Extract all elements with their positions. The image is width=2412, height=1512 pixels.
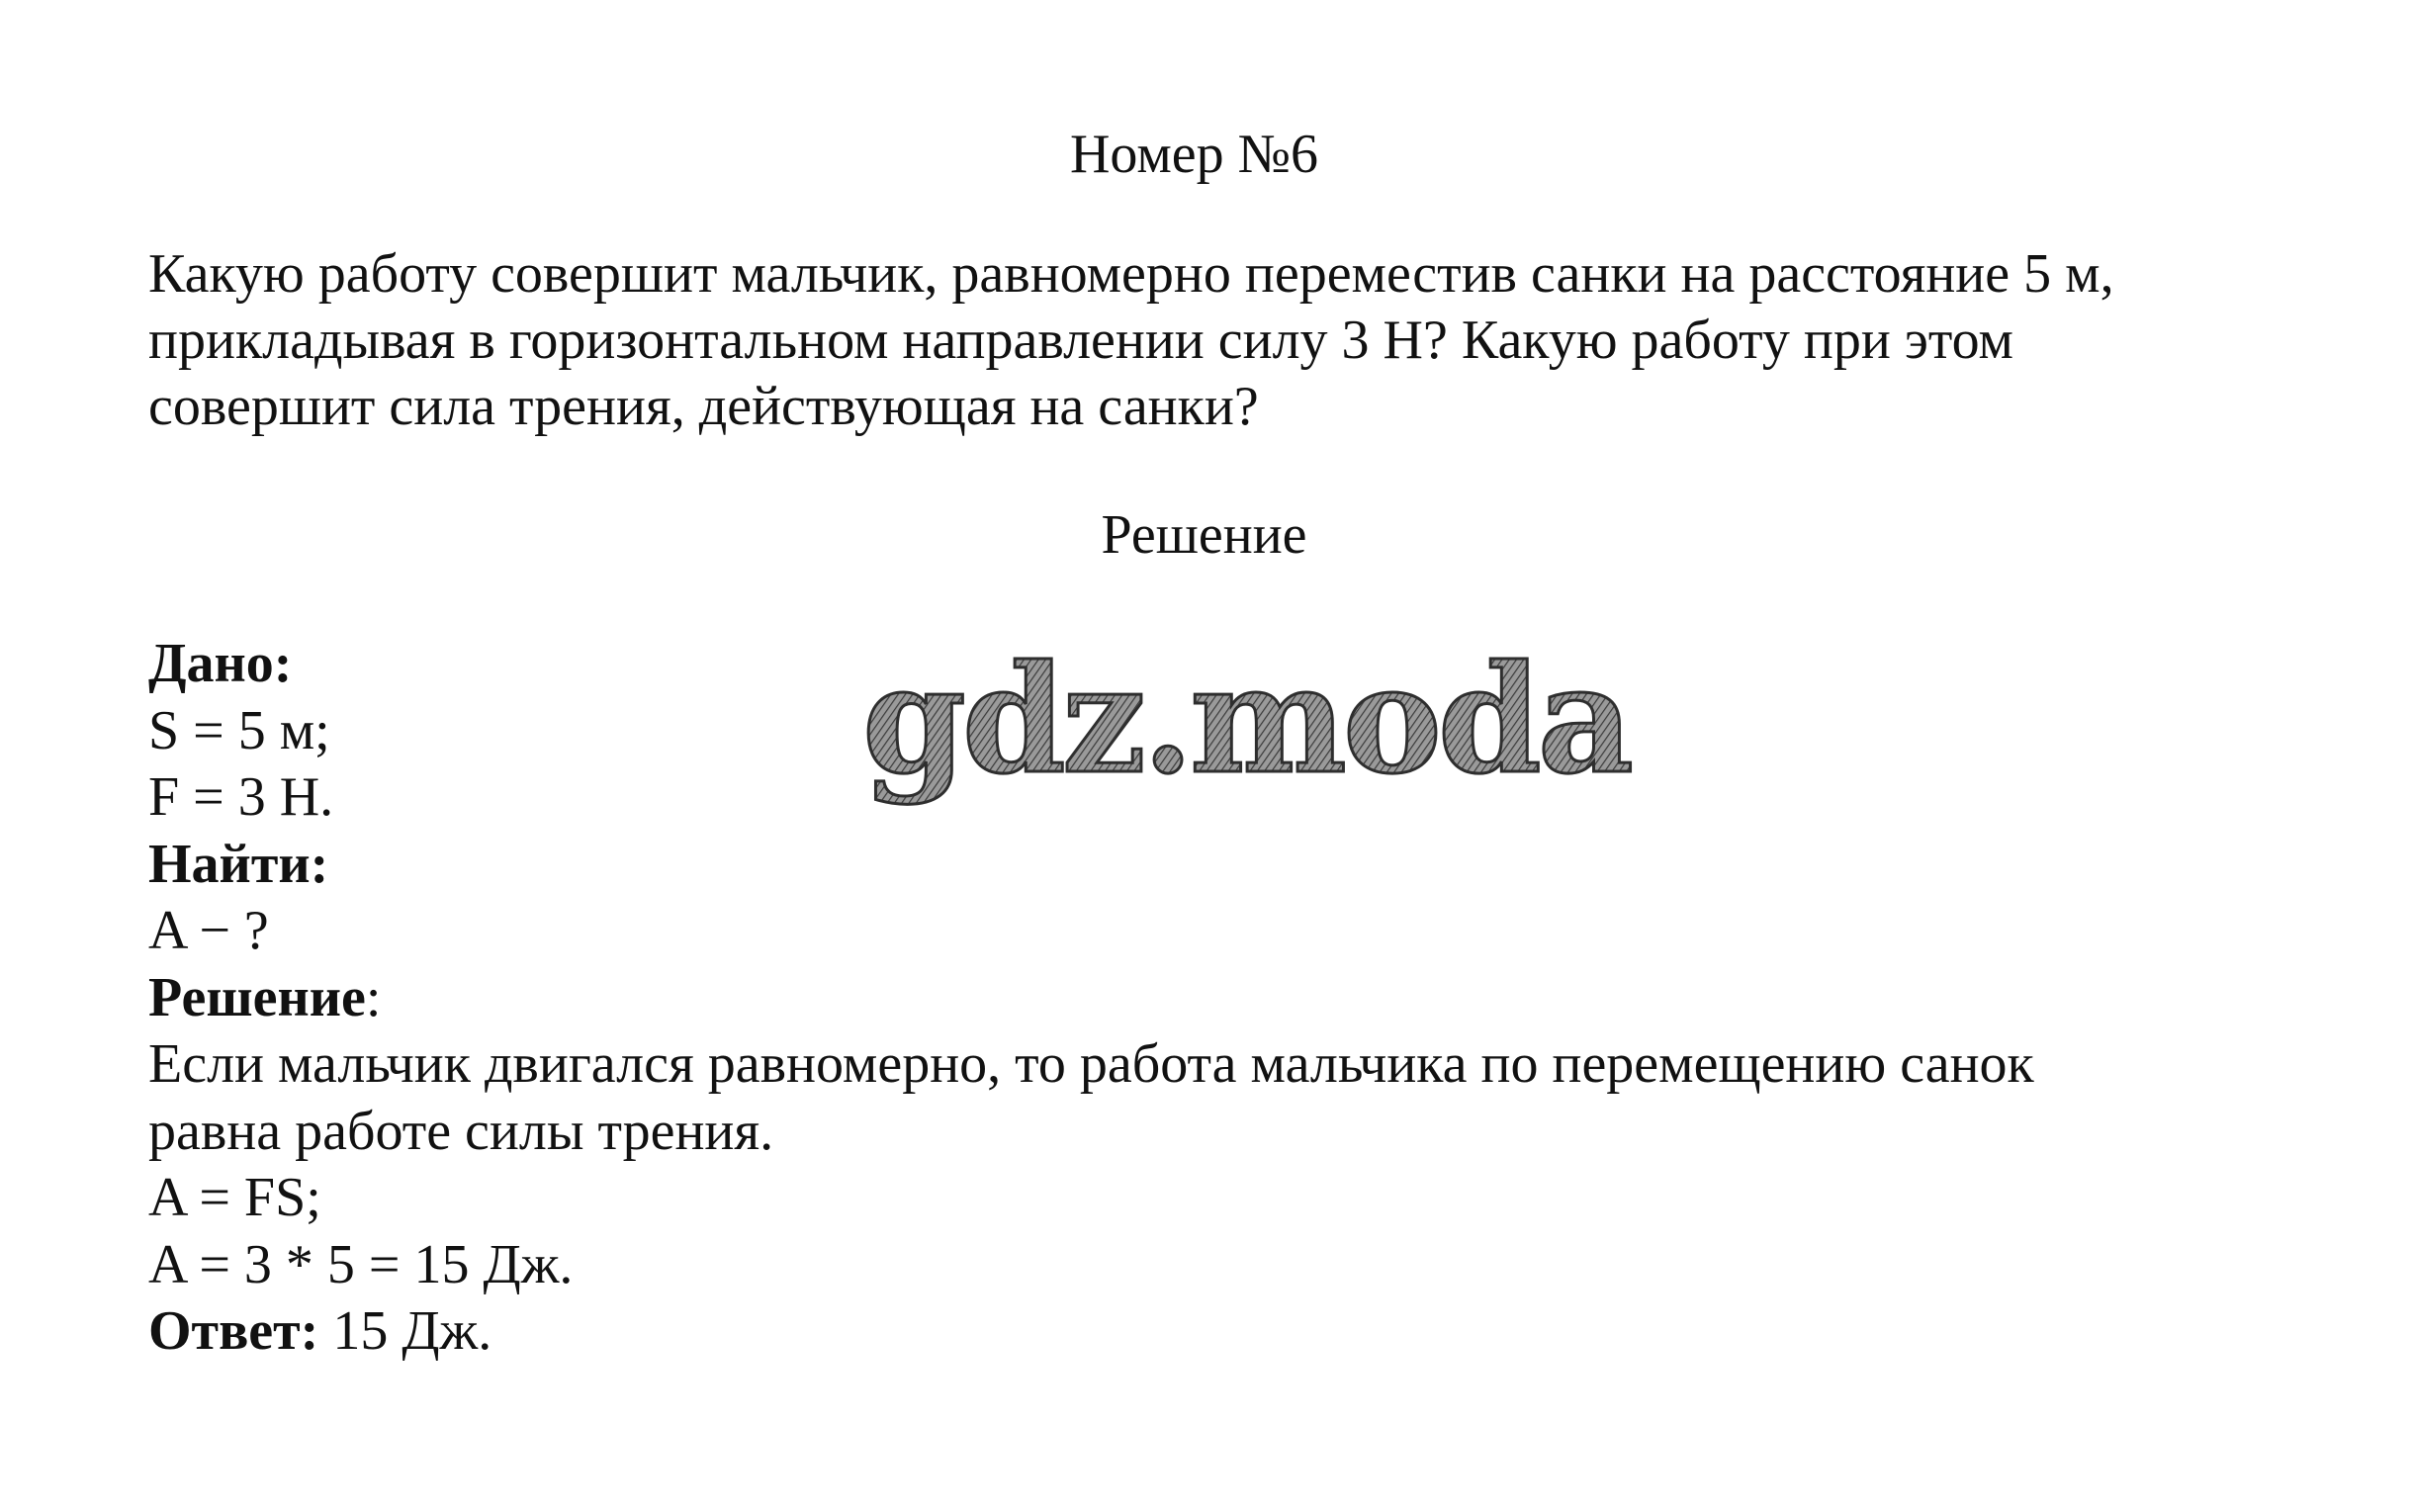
given-label: Дано: (148, 633, 293, 694)
given-item: F = 3 Н. (148, 766, 334, 828)
answer-line (148, 1298, 2324, 1366)
question-line: Какую работу совершит мальчик, равномерно переместив санки на расстояние 5 м, (148, 243, 2114, 305)
solution-heading: Решение (1101, 504, 1307, 566)
solution-line: равна работе силы трения. (148, 1100, 774, 1162)
question-line: совершит сила трения, действующая на санки? (148, 376, 1259, 437)
answer-value: 15 Дж. (318, 1300, 492, 1362)
solution-colon: : (365, 966, 382, 1028)
svg-text:gdz.moda: gdz.moda (862, 633, 1631, 807)
solution-label-line (148, 965, 2324, 1032)
find-item: A − ? (148, 900, 269, 961)
given-item: S = 5 м; (148, 699, 330, 761)
problem-title: Номер №6 (1069, 124, 1319, 185)
question-line: прикладывая в горизонтальном направлении силу 3 Н? Какую работу при этом (148, 310, 2013, 371)
solution-line: Если мальчик двигался равномерно, то работа мальчика по перемещению санок (148, 1033, 2034, 1095)
find-label: Найти: (148, 833, 329, 895)
answer-label: Ответ: (148, 1300, 319, 1362)
solution-block (148, 631, 2324, 1366)
formula-line: A = FS; (148, 1167, 321, 1228)
calculation-line: A = 3 * 5 = 15 Дж. (148, 1233, 574, 1295)
problem-statement (148, 241, 2275, 440)
solution-label: Решение (148, 966, 366, 1028)
